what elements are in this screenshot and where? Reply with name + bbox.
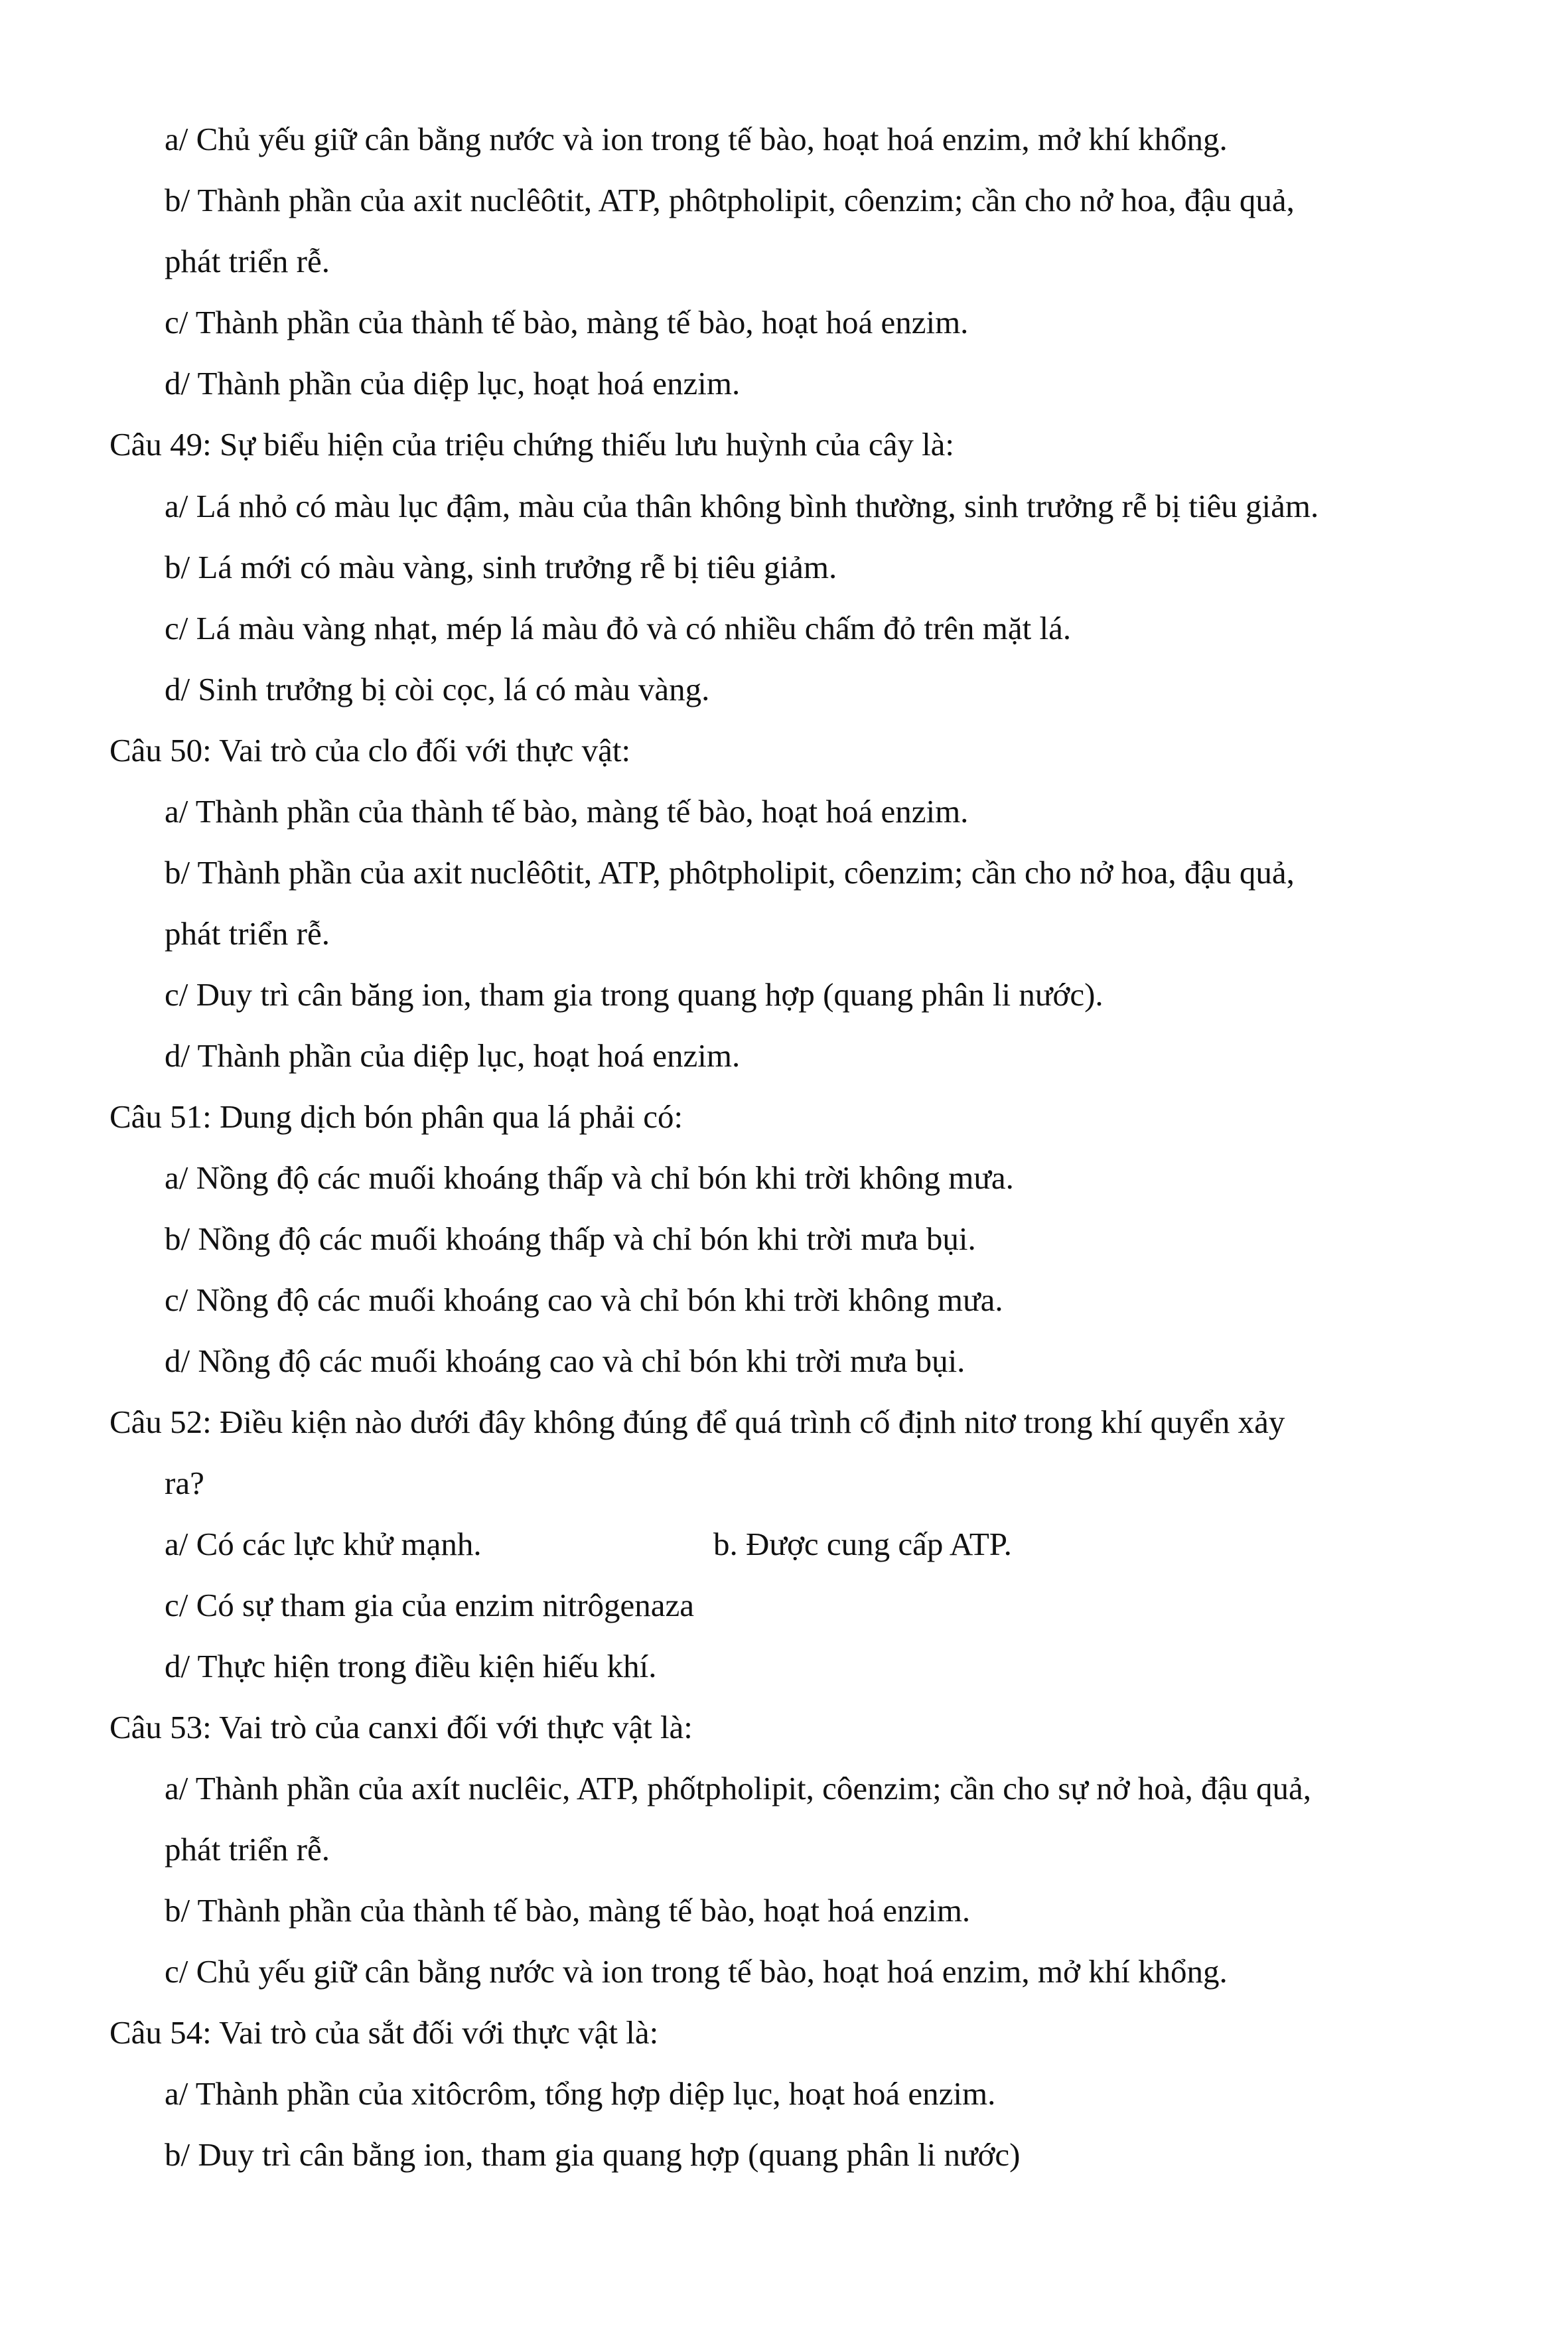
option-text: c/ Lá màu vàng nhạt, mép lá màu đỏ và có nhiều chấm đỏ trên mặt lá. — [165, 610, 1072, 646]
option-text: b/ Thành phần của thành tế bào, màng tế bào, hoạt hoá enzim. — [165, 1892, 971, 1929]
option-text: c/ Nồng độ các muối khoáng cao và chỉ bón khi trời không mưa. — [165, 1282, 1003, 1318]
option-text: a/ Nồng độ các muối khoáng thấp và chỉ bón khi trời không mưa. — [165, 1159, 1014, 1196]
option-text: b. Được cung cấp ATP. — [713, 1526, 1012, 1562]
option-text: d/ Sinh trưởng bị còi cọc, lá có màu vàng. — [165, 671, 710, 707]
option-text: c/ Duy trì cân băng ion, tham gia trong quang hợp (quang phân li nước). — [165, 976, 1104, 1013]
option-text: a/ Lá nhỏ có màu lục đậm, màu của thân không bình thường, sinh trưởng rễ bị tiêu giảm. — [165, 488, 1319, 524]
option-text: d/ Thành phần của diệp lục, hoạt hoá enzim. — [165, 365, 741, 402]
option-text: d/ Thành phần của diệp lục, hoạt hoá enzim. — [165, 1037, 741, 1074]
question-49: Câu 49: Sự biểu hiện của triệu chứng thiếu lưu huỳnh của cây là: — [109, 426, 955, 463]
option-text: a/ Có các lực khử mạnh. — [165, 1526, 482, 1562]
option-text: d/ Nồng độ các muối khoáng cao và chỉ bón khi trời mưa bụi. — [165, 1343, 965, 1379]
option-text: a/ Thành phần của axít nuclêic, ATP, phốtpholipit, côenzim; cần cho sự nở hoà, đậu quả, — [165, 1770, 1312, 1806]
option-text: b/ Duy trì cân bằng ion, tham gia quang hợp (quang phân li nước) — [165, 2136, 1021, 2173]
option-text: b/ Lá mới có màu vàng, sinh trưởng rễ bị tiêu giảm. — [165, 549, 837, 585]
question-50: Câu 50: Vai trò của clo đối với thực vật: — [109, 732, 631, 769]
option-text: c/ Có sự tham gia của enzim nitrôgenaza — [165, 1587, 695, 1623]
option-continuation: phát triển rễ. — [165, 1831, 330, 1868]
question-51: Câu 51: Dung dịch bón phân qua lá phải có: — [109, 1098, 683, 1135]
option-text: b/ Thành phần của axit nuclêôtit, ATP, phôtpholipit, côenzim; cần cho nở hoa, đậu quả, — [165, 854, 1295, 891]
option-continuation: phát triển rễ. — [165, 915, 330, 952]
question-54: Câu 54: Vai trò của sắt đối với thực vật là: — [109, 2014, 659, 2051]
question-52: Câu 52: Điều kiện nào dưới đây không đúng để quá trình cố định nitơ trong khí quyển xảy — [109, 1404, 1285, 1440]
option-text: b/ Nồng độ các muối khoáng thấp và chỉ bón khi trời mưa bụi. — [165, 1220, 976, 1257]
question-53: Câu 53: Vai trò của canxi đối với thực vật là: — [109, 1709, 693, 1745]
option-text: b/ Thành phần của axit nuclêôtit, ATP, phôtpholipit, côenzim; cần cho nở hoa, đậu quả, — [165, 182, 1295, 218]
option-text: d/ Thực hiện trong điều kiện hiếu khí. — [165, 1648, 657, 1684]
option-continuation: phát triển rễ. — [165, 243, 330, 279]
option-text: a/ Thành phần của xitôcrôm, tổng hợp diệp lục, hoạt hoá enzim. — [165, 2075, 996, 2112]
option-text: c/ Chủ yếu giữ cân bằng nước và ion trong tế bào, hoạt hoá enzim, mở khí khổng. — [165, 1953, 1228, 1990]
question-continuation: ra? — [165, 1465, 204, 1501]
option-text: a/ Thành phần của thành tế bào, màng tế bào, hoạt hoá enzim. — [165, 793, 969, 830]
option-text: a/ Chủ yếu giữ cân bằng nước và ion trong tế bào, hoạt hoá enzim, mở khí khổng. — [165, 121, 1228, 157]
option-text: c/ Thành phần của thành tế bào, màng tế bào, hoạt hoá enzim. — [165, 304, 969, 340]
